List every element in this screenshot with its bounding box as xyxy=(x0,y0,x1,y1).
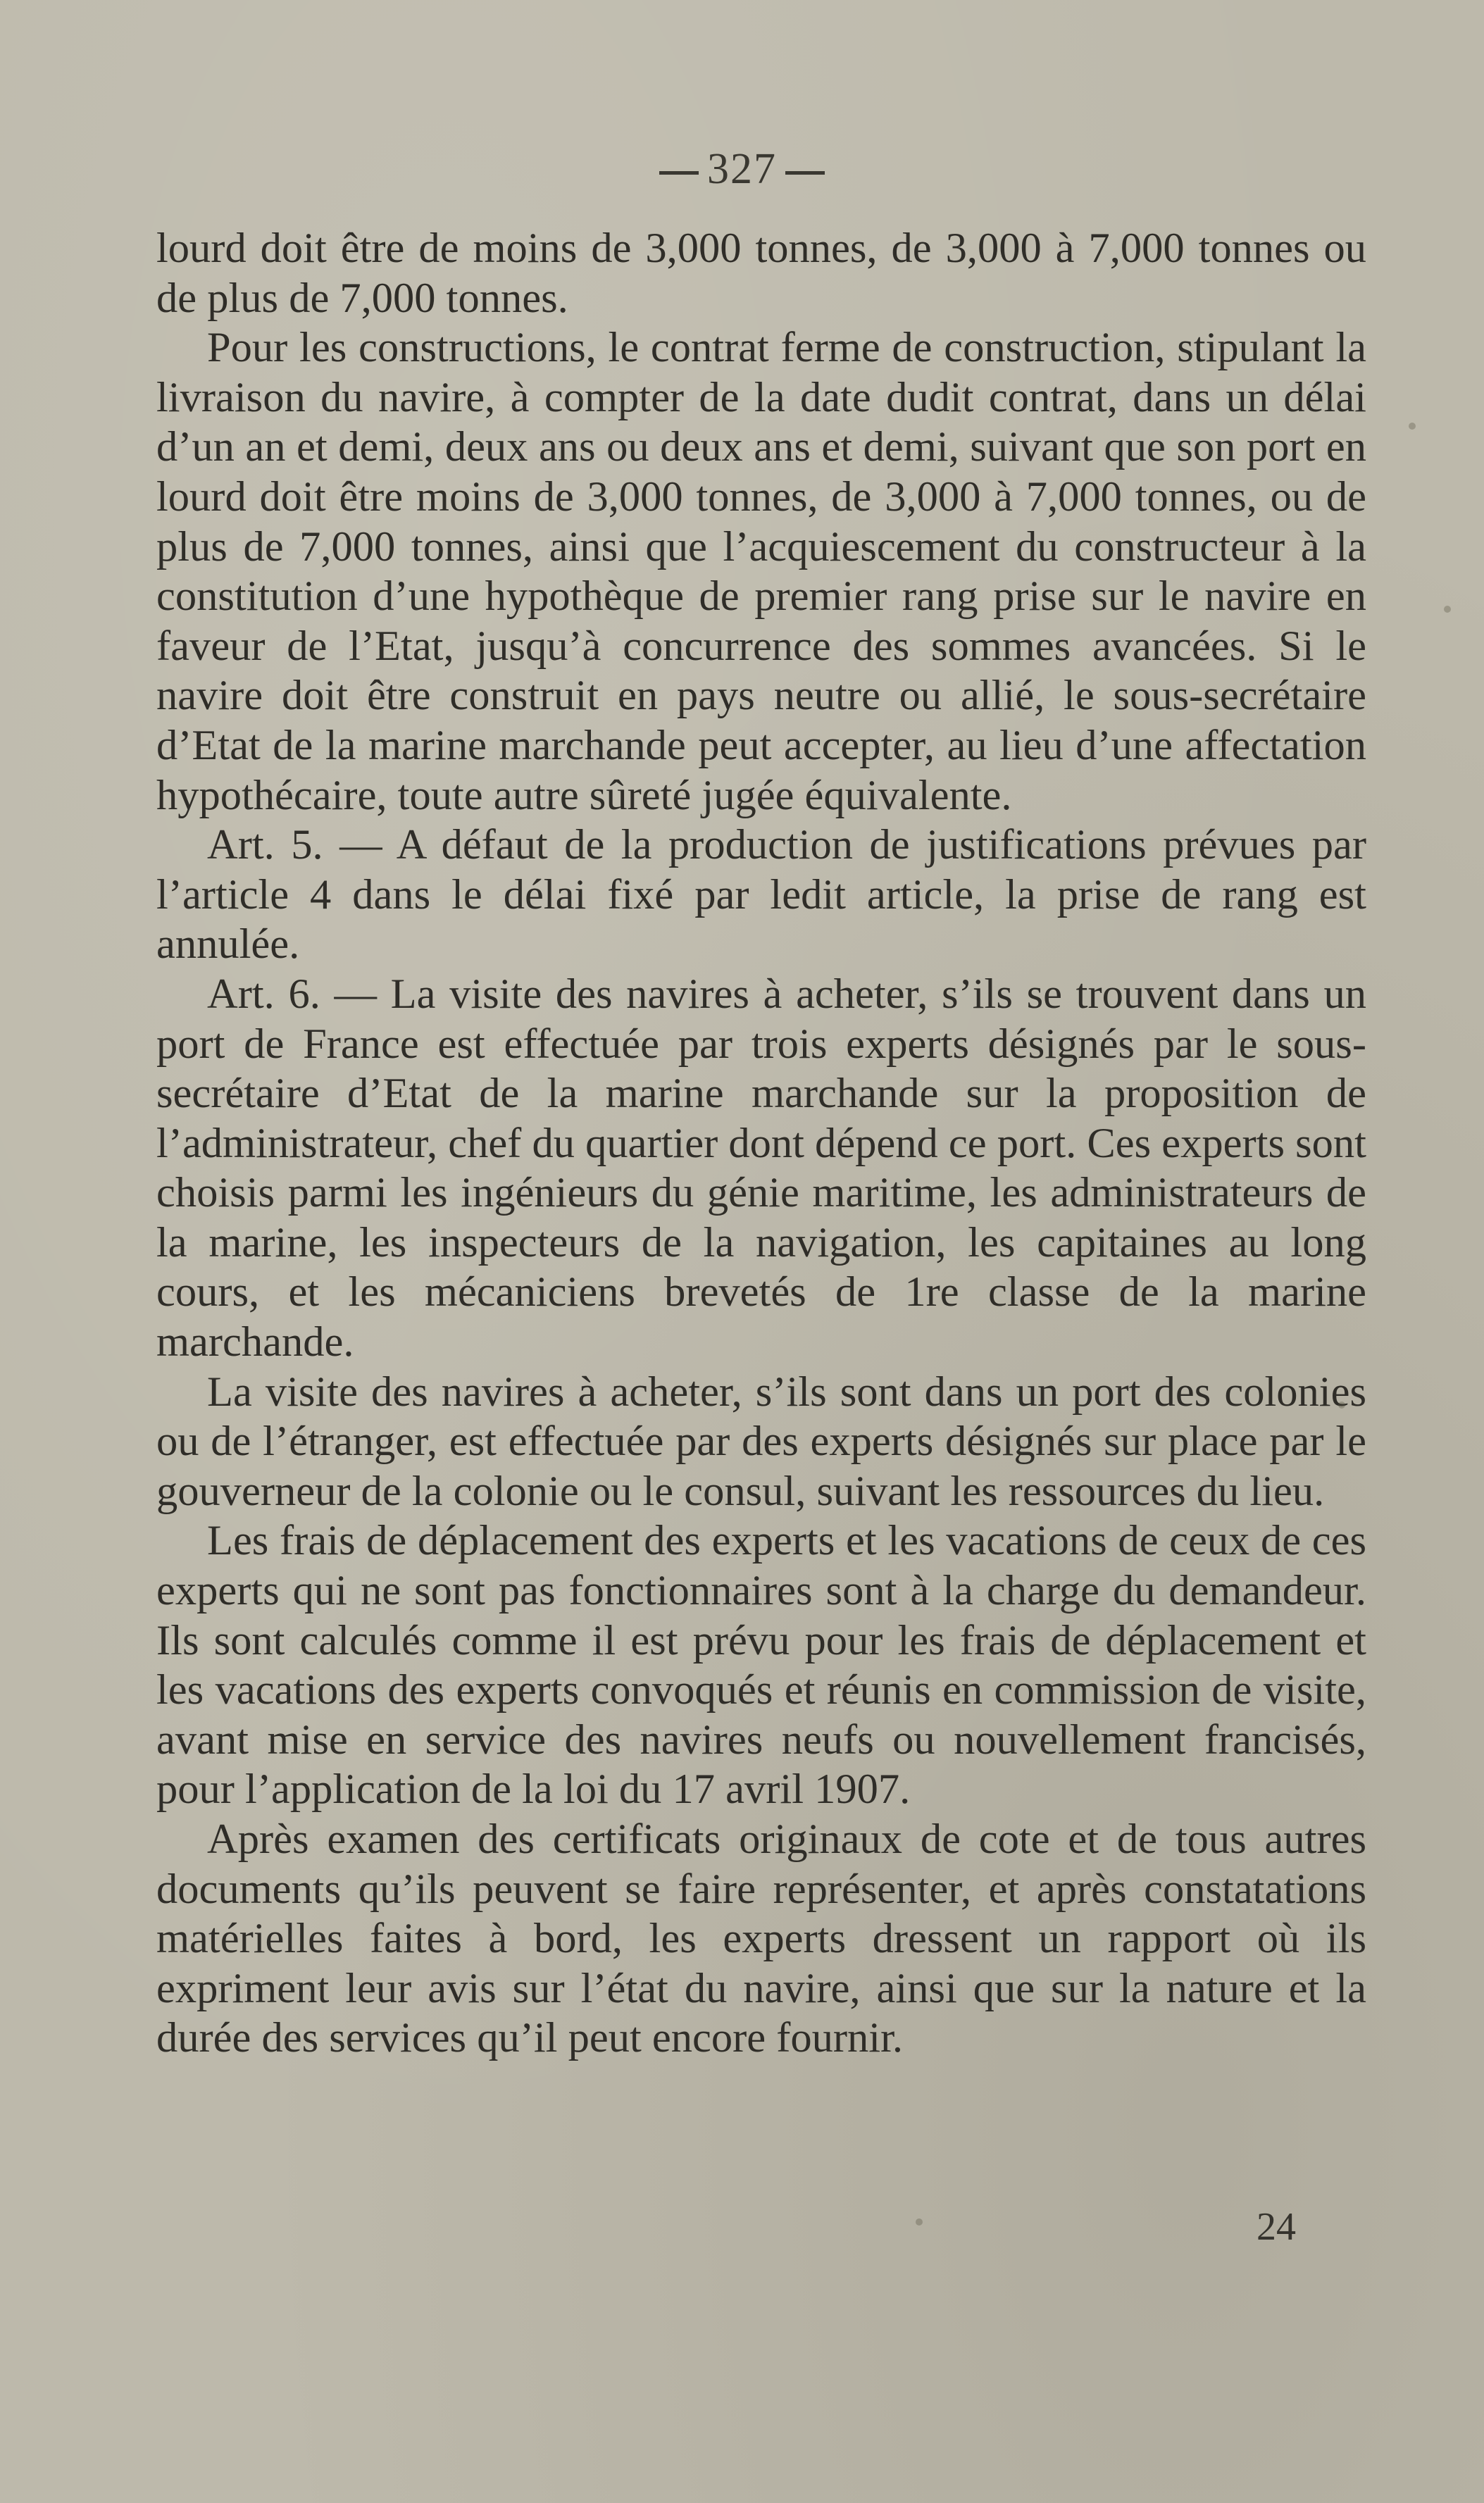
body-text xyxy=(156,224,1366,2064)
paragraph-report: Après examen des certificats originaux de cote et de tous autres documents qu’ils peuvent se faire représenter, et après constatations matérielles faites à bord, les experts dressent un rapport où ils expriment leur avis sur l’état du navire, ainsi que sur la nature et la durée des services qu’il peut encore fournir. xyxy=(156,1816,1366,2062)
paragraph-expenses: Les frais de déplacement des experts et les vacations de ceux de ces experts qui ne sont pas fonctionnaires sont à la charge du demandeur. Ils sont calculés comme il est prévu pour les frais de déplacement et les vacations des experts convoqués et réunis en commission de visite, avant mise en service des navires neufs ou nouvellement francisés, pour l’application de la loi du 17 avril 1907. xyxy=(156,1517,1366,1814)
signature-mark: 24 xyxy=(1257,2205,1296,2249)
folio-dash-right xyxy=(785,171,825,175)
paper-speck xyxy=(916,2218,923,2226)
paper-speck xyxy=(1444,606,1451,613)
paper-speck xyxy=(1338,1402,1345,1409)
paper-speck xyxy=(1409,423,1416,430)
paragraph-constructions: Pour les constructions, le contrat ferme de construction, stipulant la livraison du navire, à compter de la date dudit contrat, dans un délai d’un an et demi, deux ans ou deux ans et demi, suivant que son port en lourd doit être moins de 3,000 tonnes, de 3,000 à 7,000 tonnes, ou de plus de 7,000 tonnes, ainsi que l’acquiescement du constructeur à la constitution d’une hypothèque de premier rang prise sur le navire en faveur de l’Etat, jusqu’à concurrence des sommes avancées. Si le navire doit être construit en pays neutre ou allié, le sous-secrétaire d’Etat de la marine marchande peut accepter, au lieu d’une affectation hypothécaire, toute autre sûreté jugée équivalente. xyxy=(156,324,1366,819)
paragraph-colonies-visit: La visite des navires à acheter, s’ils sont dans un port des colonies ou de l’étranger, est effectuée par des experts désignés sur place par le gouverneur de la colonie ou le consul, suivant les ressources du lieu. xyxy=(156,1368,1366,1515)
paragraph-continuation: lourd doit être de moins de 3,000 tonnes, de 3,000 à 7,000 tonnes ou de plus de 7,000 tonnes. xyxy=(156,225,1366,322)
paragraph-article-6: Art. 6. — La visite des navires à acheter, s’ils se trouvent dans un port de France est effectuée par trois experts désignés par le sous-secrétaire d’Etat de la marine marchande sur la proposition de l’administrateur, chef du quartier dont dépend ce port. Ces experts sont choisis parmi les ingénieurs du génie maritime, les administrateurs de la marine, les inspecteurs de la navigation, les capitaines au long cours, et les mécaniciens brevetés de 1re classe de la marine marchande. xyxy=(156,970,1366,1366)
page-number xyxy=(0,144,1484,194)
folio-dash-left xyxy=(659,171,699,175)
page-number-text: 327 xyxy=(707,145,777,193)
paragraph-article-5: Art. 5. — A défaut de la production de justifications prévues par l’article 4 dans le délai fixé par ledit article, la prise de rang est annulée. xyxy=(156,821,1366,968)
